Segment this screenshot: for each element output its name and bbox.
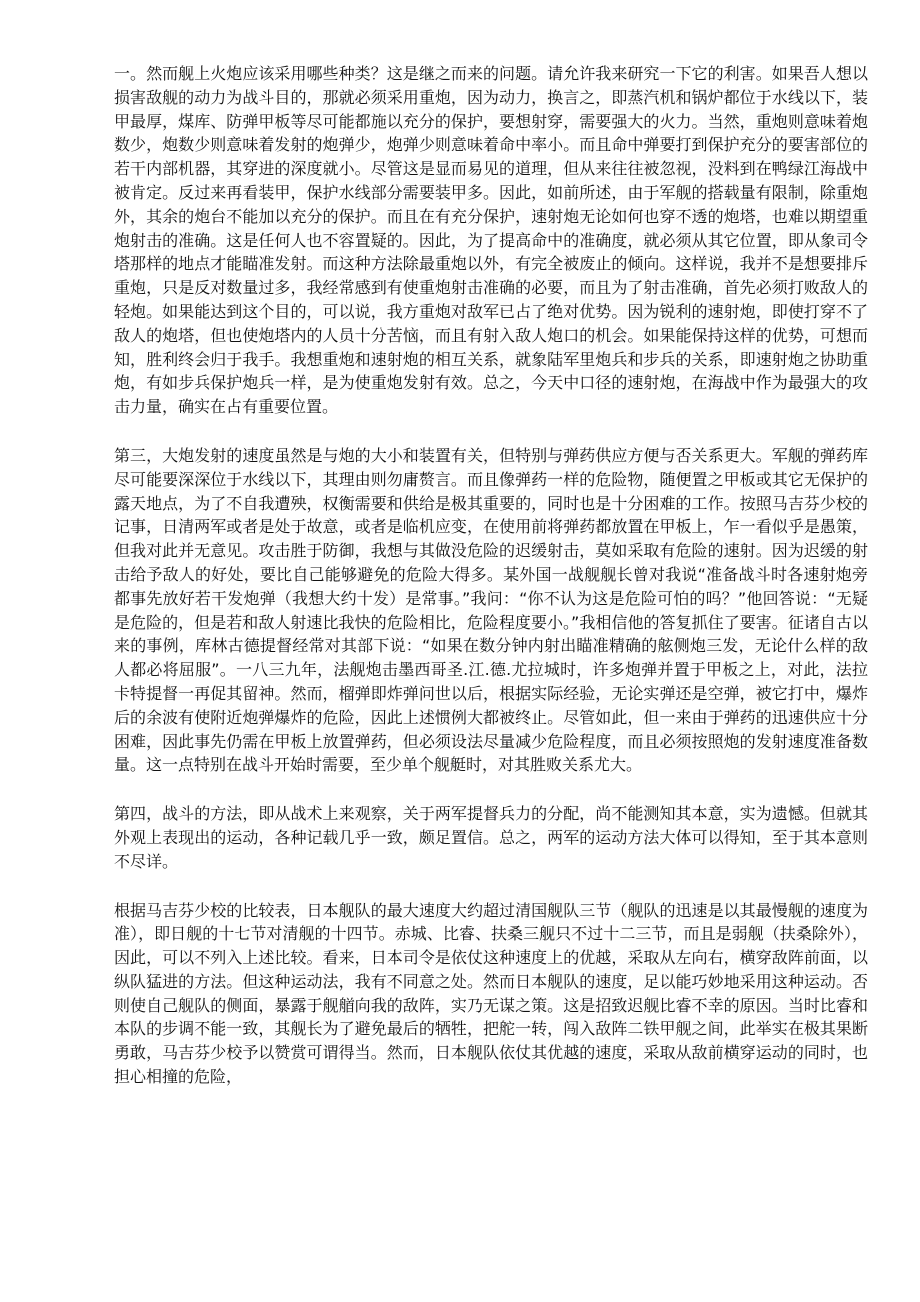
paragraph-fleet-speed: 根据马吉芬少校的比较表，日本舰队的最大速度大约超过清国舰队三节（舰队的迅速是以其最慢舰的速度为准），即日舰的十七节对清舰的十四节。赤城、比睿、扶桑三舰只不过十二三节，而且是弱舰（扶桑除外），因此，可以不列入上述比较。看来，日本司令是依仗这种速度上的优越，采取从左向右，横穿敌阵前面，以纵队猛进的方法。但这种运动法，我有不同意之处。然而日本舰队的速度，足以能巧妙地采用这种运动。否则使自己舰队的侧面，暴露于舰艏向我的敌阵，实乃无谋之策。这是招致迟舰比睿不幸的原因。当时比睿和本队的步调不能一致，其舰长为了避免最后的牺牲，把舵一转，闯入敌阵二铁甲舰之间，此举实在极其果断勇敢，马吉芬少校予以赞赏可谓得当。然而，日本舰队依仗其优越的速度，采取从敌前横穿运动的同时，也担心相撞的危险， xyxy=(114,900,868,1087)
paragraph-heavy-guns: 一。然而舰上火炮应该采用哪些种类？这是继之而来的问题。请允许我来研究一下它的利害。如果吾人想以损害敌舰的动力为战斗目的，那就必须采用重炮，因为动力，换言之，即蒸汽机和锅炉都位于水线以下，装甲最厚，煤库、防弹甲板等尽可能都施以充分的保护，要想射穿，需要强大的火力。当然，重炮则意味着炮数少，炮数少则意味着发射的炮弹少，炮弹少则意味着命中率小。而且命中弹要打到保护充分的要害部位的若干内部机器，其穿进的深度就小。尽管这是显而易见的道理，但从来往往被忽视，没料到在鸭绿江海战中被肯定。反过来再看装甲，保护水线部分需要装甲多。因此，如前所述，由于军舰的搭载量有限制，除重炮外，其余的炮台不能加以充分的保护。而且在有充分保护，速射炮无论如何也穿不透的炮塔，也难以期望重炮射击的准确。这是任何人也不容置疑的。因此，为了提高命中的准确度，就必须从其它位置，即从象司令塔那样的地点才能瞄准发射。而这种方法除最重炮以外，有完全被废止的倾向。这样说，我并不是想要排斥重炮，只是反对数量过多，我经常感到有使重炮射击准确的必要，而且为了射击准确，首先必须打败敌人的轻炮。如果能达到这个目的，可以说，我方重炮对敌军已占了绝对优势。因为锐利的速射炮，即使打穿不了敌人的炮塔，但也使炮塔内的人员十分苦恼，而且有射入敌人炮口的机会。如果能保持这样的优势，可想而知，胜利终会归于我手。我想重炮和速射炮的相互关系，就象陆军里炮兵和步兵的关系，即速射炮之协助重炮，有如步兵保护炮兵一样，是为使重炮发射有效。总之，今天中口径的速射炮，在海战中作为最强大的攻击力量，确实在占有重要位置。 xyxy=(114,64,868,417)
paragraph-third-firing-speed: 第三，大炮发射的速度虽然是与炮的大小和装置有关，但特别与弹药供应方便与否关系更大。军舰的弹药库尽可能要深深位于水线以下，其理由则勿庸赘言。而且像弹药一样的危险物，随便置之甲板或其它无保护的露天地点，为了不自我遭殃，权衡需要和供给是极其重要的，同时也是十分困难的工作。按照马吉芬少校的记事，日清两军或者是处于故意，或者是临机应变，在使用前将弹药都放置在甲板上，乍一看似乎是愚策，但我对此并无意见。攻击胜于防御，我想与其做没危险的迟缓射击，莫如采取有危险的速射。因为迟缓的射击给予敌人的好处，要比自己能够避免的危险大得多。某外国一战舰舰长曾对我说“准备战斗时各速射炮旁都事先放好若干发炮弹（我想大约十发）是常事。”我问：“你不认为这是危险可怕的吗？”他回答说：“无疑是危险的，但是若和敌人射速比我快的危险相比，危险程度要小。”我相信他的答复抓住了要害。征诸自古以来的事例，库林古德提督经常对其部下说：“如果在数分钟内射出瞄准精确的舷侧炮三发，无论什么样的敌人都必将屈服”。一八三九年，法舰炮击墨西哥圣.江.德.尤拉城时，许多炮弹并置于甲板之上，对此，法拉卡特提督一再促其留神。然而，榴弹即炸弹问世以后，根据实际经验，无论实弹还是空弹，被它打中，爆炸后的余波有使附近炮弹爆炸的危险，因此上述惯例大都被终止。尽管如此，但一来由于弹药的迅速供应十分困难，因此事先仍需在甲板上放置弹药，但必须设法尽量减少危险程度，而且必须按照炮的发射速度准备数量。这一点特别在战斗开始时需要，至少单个舰艇时，对其胜败关系尤大。 xyxy=(114,445,868,775)
paragraph-fourth-tactics: 第四，战斗的方法，即从战术上来观察，关于两军提督兵力的分配，尚不能测知其本意，实为遗憾。但就其外观上表现出的运动，各种记载几乎一致，颇足置信。总之，两军的运动方法大体可以得知，至于其本意则不尽详。 xyxy=(114,804,868,871)
document-body xyxy=(114,62,868,1089)
